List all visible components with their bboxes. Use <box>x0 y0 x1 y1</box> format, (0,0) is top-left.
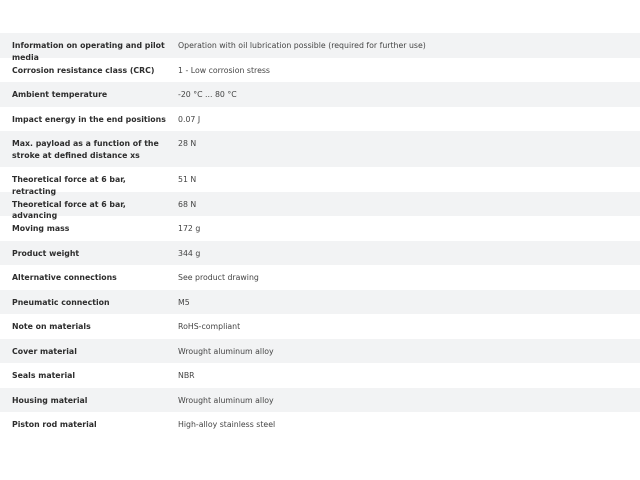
spec-row-alternative-connections <box>0 265 640 290</box>
spec-row-operating-media <box>0 33 640 62</box>
spec-value: M5 <box>178 297 190 307</box>
spec-value: 0.07 J <box>178 114 201 124</box>
spec-row-impact-energy <box>0 107 640 132</box>
spec-value: 344 g <box>178 248 201 258</box>
spec-value: 1 - Low corrosion stress <box>178 65 270 75</box>
spec-value: 28 N <box>178 139 197 148</box>
spec-label: Housing material <box>12 395 88 405</box>
spec-label: Pneumatic connection <box>12 297 110 307</box>
spec-label: Moving mass <box>12 224 70 233</box>
spec-value: NBR <box>178 371 195 380</box>
spec-value: 172 g <box>178 224 201 233</box>
spec-row-product-weight <box>0 241 640 266</box>
spec-label: Corrosion resistance class (CRC) <box>12 65 155 75</box>
spec-value: See product drawing <box>178 273 259 282</box>
spec-value: High-alloy stainless steel <box>178 420 276 429</box>
spec-label: Note on materials <box>12 322 91 331</box>
spec-row-seals-material <box>0 363 640 388</box>
spec-label: Cover material <box>12 346 77 356</box>
spec-row-piston-rod-material <box>0 412 640 437</box>
spec-row-cover-material <box>0 339 640 364</box>
spec-value: Wrought aluminum alloy <box>178 346 274 356</box>
spec-label: Piston rod material <box>12 420 97 429</box>
spec-label: Impact energy in the end positions <box>12 114 166 124</box>
spec-label: Information on operating and pilot media <box>12 41 165 62</box>
spec-row-ambient-temperature <box>0 82 640 107</box>
spec-label: Theoretical force at 6 bar, retracting <box>12 175 126 196</box>
spec-value: -20 °C ... 80 °C <box>178 90 237 99</box>
specifications-table <box>0 33 640 437</box>
spec-value: 51 N <box>178 175 197 184</box>
spec-label: Seals material <box>12 371 76 380</box>
spec-label: Max. payload as a function of the stroke at defined distance xs <box>12 139 159 160</box>
spec-label: Theoretical force at 6 bar, advancing <box>12 199 126 220</box>
spec-value: RoHS-compliant <box>178 322 241 331</box>
spec-row-housing-material <box>0 388 640 413</box>
spec-label: Alternative connections <box>12 273 117 282</box>
spec-row-force-retracting <box>0 167 640 196</box>
spec-label: Ambient temperature <box>12 90 108 99</box>
spec-row-max-payload <box>0 131 640 167</box>
spec-label: Product weight <box>12 248 80 258</box>
spec-row-note-on-materials <box>0 314 640 339</box>
spec-row-pneumatic-connection <box>0 290 640 315</box>
spec-value: Wrought aluminum alloy <box>178 395 274 405</box>
spec-value: Operation with oil lubrication possible (required for further use) <box>178 41 426 50</box>
spec-value: 68 N <box>178 199 197 209</box>
